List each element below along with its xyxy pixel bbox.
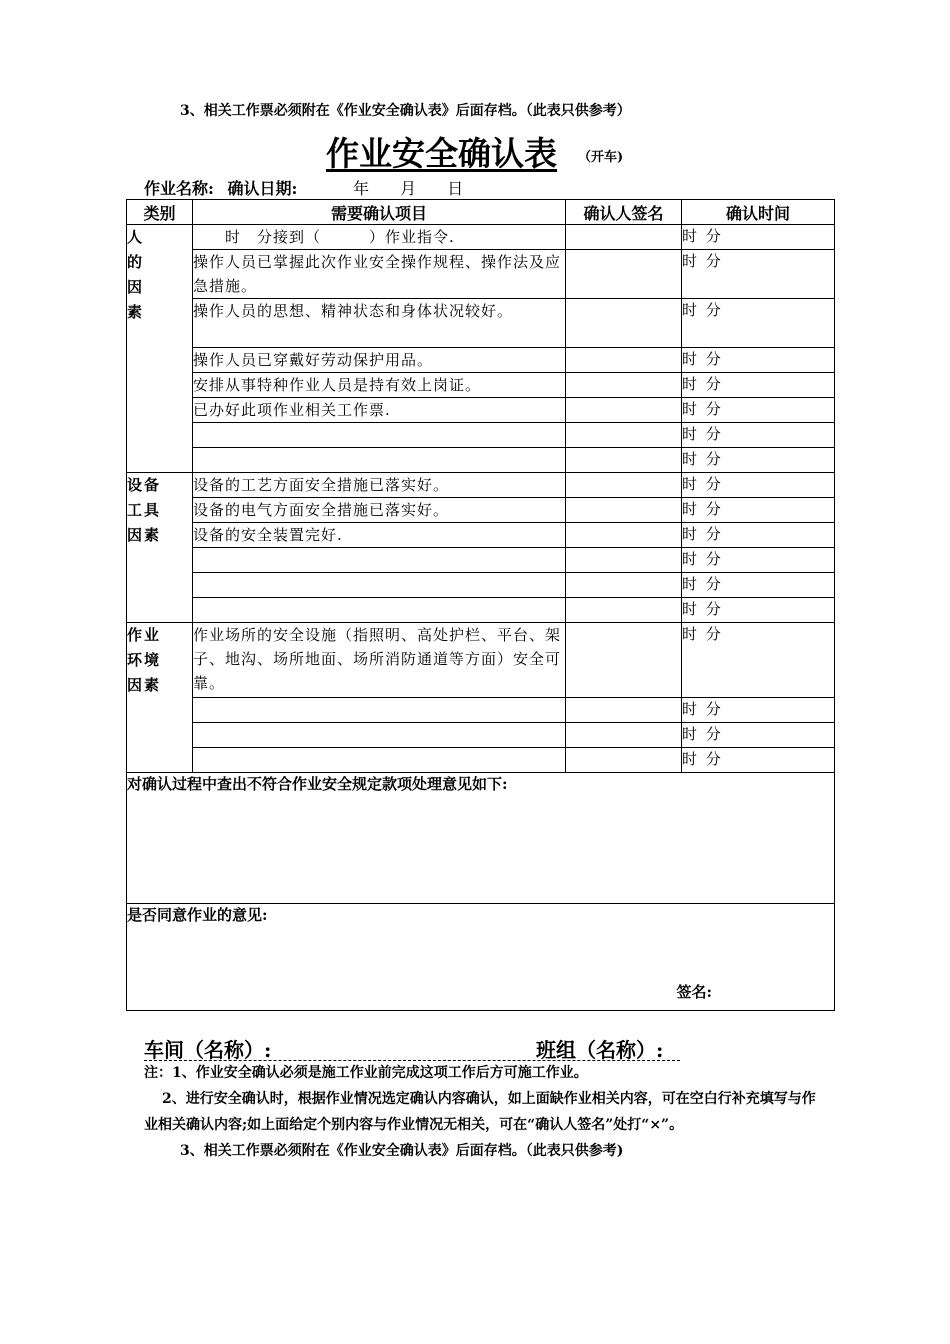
agree-label: 是否同意作业的意见:	[127, 906, 268, 924]
workshop-team-line	[144, 1034, 680, 1061]
item-cell[interactable]: 时 分接到（ ）作业指令.	[193, 225, 566, 250]
table-row	[127, 299, 835, 348]
confirmation-table	[126, 199, 835, 1011]
item-cell[interactable]: 设备的工艺方面安全措施已落实好。	[193, 473, 566, 498]
time-cell[interactable]: 时 分	[682, 573, 835, 598]
signature-cell[interactable]	[566, 373, 682, 398]
table-row	[127, 373, 835, 398]
table-row	[127, 250, 835, 299]
category-human	[127, 225, 193, 473]
note-2: 2、进行安全确认时，根据作业情况选定确认内容确认，如上面缺作业相关内容，可在空白行补充填写与作业相关确认内容;如上面给定个别内容与作业情况无相关，可在“确认人签名”处打“×”。	[144, 1091, 816, 1133]
signature-cell[interactable]	[566, 448, 682, 473]
table-row	[127, 348, 835, 373]
signature-cell[interactable]	[566, 299, 682, 348]
table-row	[127, 548, 835, 573]
time-cell[interactable]: 时 分	[682, 250, 835, 299]
work-name-label: 作业名称:	[144, 179, 214, 198]
signature-cell[interactable]	[566, 548, 682, 573]
workshop-label[interactable]: 车间（名称）:	[144, 1038, 272, 1062]
category-label: 设备工具因素	[127, 476, 162, 544]
time-cell[interactable]: 时 分	[682, 523, 835, 548]
signature-cell[interactable]	[566, 598, 682, 623]
top-note: 3、相关工作票必须附在《作业安全确认表》后面存档。（此表只供参考）	[180, 103, 631, 119]
time-cell[interactable]: 时 分	[682, 348, 835, 373]
table-row	[127, 473, 835, 498]
item-cell[interactable]	[193, 698, 566, 723]
table-row	[127, 748, 835, 773]
page-subtitle: （开车)	[578, 150, 624, 165]
item-cell[interactable]: 安排从事特种作业人员是持有效上岗证。	[193, 373, 566, 398]
signature-cell[interactable]	[566, 748, 682, 773]
item-cell[interactable]	[193, 423, 566, 448]
category-environment	[127, 623, 193, 773]
time-cell[interactable]: 时 分	[682, 448, 835, 473]
signature-cell[interactable]	[566, 225, 682, 250]
agree-field[interactable]	[127, 904, 835, 1011]
team-label[interactable]: 班组（名称）:	[536, 1038, 664, 1062]
time-cell[interactable]: 时 分	[682, 225, 835, 250]
date-day: 日	[447, 179, 464, 198]
table-row	[127, 523, 835, 548]
category-equipment	[127, 473, 193, 623]
table-row	[127, 723, 835, 748]
date-month: 月	[400, 179, 417, 198]
header-time: 确认时间	[682, 200, 835, 225]
time-cell[interactable]: 时 分	[682, 723, 835, 748]
table-row	[127, 698, 835, 723]
signature-cell[interactable]	[566, 398, 682, 423]
signature-cell[interactable]	[566, 348, 682, 373]
category-label: 人的因素	[127, 228, 143, 321]
category-label: 作业环境因素	[127, 626, 162, 694]
time-cell[interactable]: 时 分	[682, 473, 835, 498]
opinion-row	[127, 773, 835, 904]
signature-cell[interactable]	[566, 573, 682, 598]
signature-cell[interactable]	[566, 473, 682, 498]
time-cell[interactable]: 时 分	[682, 299, 835, 348]
table-row	[127, 448, 835, 473]
time-cell[interactable]: 时 分	[682, 598, 835, 623]
item-cell[interactable]: 已办好此项作业相关工作票.	[193, 398, 566, 423]
form-info-line	[144, 176, 489, 199]
item-cell[interactable]	[193, 548, 566, 573]
time-cell[interactable]: 时 分	[682, 373, 835, 398]
table-row	[127, 573, 835, 598]
item-cell[interactable]	[193, 723, 566, 748]
item-cell[interactable]	[193, 598, 566, 623]
item-cell[interactable]: 操作人员的思想、精神状态和身体状况较好。	[193, 299, 566, 348]
signature-cell[interactable]	[566, 623, 682, 698]
header-item: 需要确认项目	[193, 200, 566, 225]
table-row	[127, 498, 835, 523]
signature-label: 签名:	[676, 983, 712, 1001]
time-cell[interactable]: 时 分	[682, 623, 835, 698]
header-signer: 确认人签名	[566, 200, 682, 225]
item-cell[interactable]: 作业场所的安全设施（指照明、高处护栏、平台、架子、地沟、场所地面、场所消防通道等方面）安全可靠。	[193, 623, 566, 698]
time-cell[interactable]: 时 分	[682, 398, 835, 423]
time-cell[interactable]: 时 分	[682, 748, 835, 773]
signature-cell[interactable]	[566, 523, 682, 548]
note-1: 注：1、作业安全确认必须是施工作业前完成这项工作后方可施工作业。	[144, 1065, 588, 1081]
signature-cell[interactable]	[566, 423, 682, 448]
signature-cell[interactable]	[566, 498, 682, 523]
signature-cell[interactable]	[566, 698, 682, 723]
notes	[144, 1060, 824, 1164]
table-row	[127, 225, 835, 250]
date-year: 年	[353, 179, 370, 198]
time-cell[interactable]: 时 分	[682, 423, 835, 448]
agree-row	[127, 904, 835, 1011]
time-cell[interactable]: 时 分	[682, 498, 835, 523]
page-title: 作业安全确认表	[326, 134, 557, 173]
table-row	[127, 598, 835, 623]
time-cell[interactable]: 时 分	[682, 548, 835, 573]
table-row	[127, 398, 835, 423]
item-cell[interactable]: 操作人员已掌握此次作业安全操作规程、操作法及应急措施。	[193, 250, 566, 299]
header-category: 类别	[127, 200, 193, 225]
item-cell[interactable]	[193, 448, 566, 473]
item-cell[interactable]: 操作人员已穿戴好劳动保护用品。	[193, 348, 566, 373]
signature-cell[interactable]	[566, 723, 682, 748]
time-cell[interactable]: 时 分	[682, 698, 835, 723]
confirm-date-label: 确认日期:	[227, 179, 298, 198]
table-row	[127, 423, 835, 448]
table-row	[127, 623, 835, 698]
opinion-field[interactable]	[127, 773, 835, 904]
opinion-label: 对确认过程中查出不符合作业安全规定款项处理意见如下:	[127, 775, 508, 793]
item-cell[interactable]	[193, 573, 566, 598]
item-cell[interactable]	[193, 748, 566, 773]
date-parts	[353, 179, 489, 198]
signature-cell[interactable]	[566, 250, 682, 299]
item-cell[interactable]: 设备的安全装置完好.	[193, 523, 566, 548]
item-cell[interactable]: 设备的电气方面安全措施已落实好。	[193, 498, 566, 523]
note-3: 3、相关工作票必须附在《作业安全确认表》后面存档。（此表只供参考)	[180, 1143, 624, 1159]
